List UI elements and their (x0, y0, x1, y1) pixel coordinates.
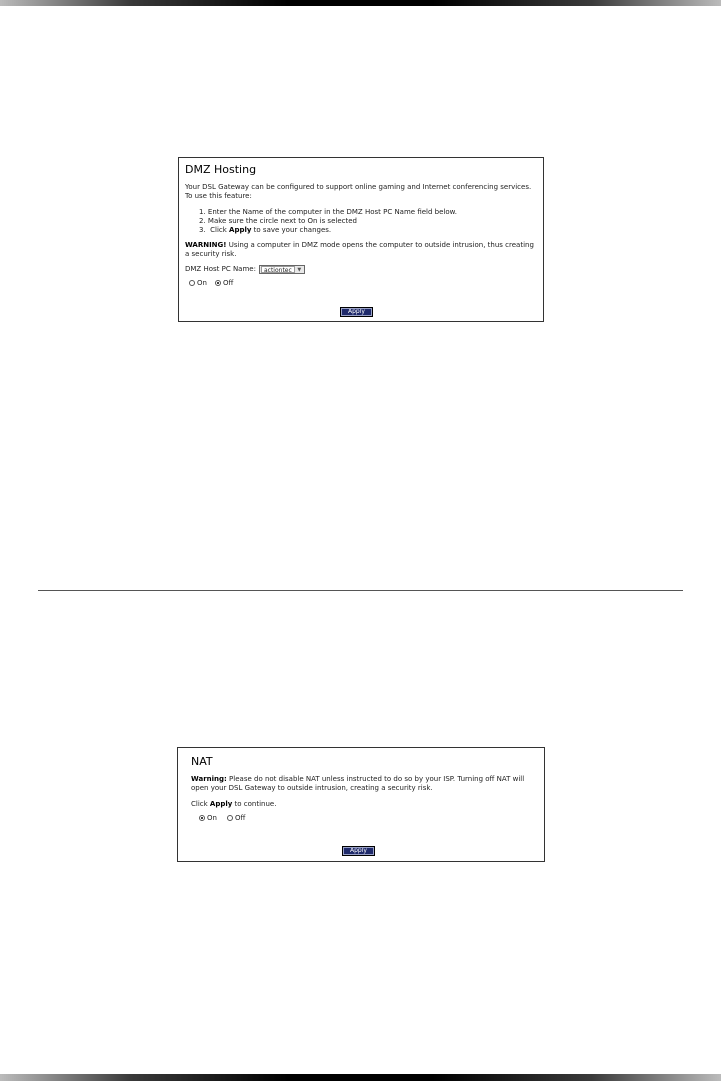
dmz-step-3: 3. Click Apply to save your changes. (199, 226, 332, 234)
nat-apply-button[interactable]: Apply (342, 846, 375, 856)
dmz-radio-on[interactable] (189, 279, 207, 287)
radio-off-icon (227, 815, 233, 821)
nat-radio-on[interactable] (199, 814, 217, 822)
dmz-warning-label: WARNING! (185, 241, 227, 249)
section-divider (38, 590, 683, 591)
bottom-decorative-bar (0, 1074, 721, 1081)
nat-radio-on-label: On (207, 814, 217, 822)
dmz-hosting-panel (178, 157, 544, 322)
nat-radio-off[interactable] (227, 814, 245, 822)
nat-warning (191, 775, 536, 793)
nat-radio-off-label: Off (234, 814, 246, 822)
radio-on-icon (199, 815, 205, 821)
dmz-panel-title: DMZ Hosting (185, 163, 257, 176)
nat-warning-label: Warning: (191, 775, 227, 783)
dmz-host-row (185, 265, 305, 274)
dmz-step-1: 1. Enter the Name of the computer in the DMZ Host PC Name field below. (199, 208, 457, 216)
nat-click-suffix: to continue. (232, 800, 277, 808)
nat-click-bold: Apply (209, 800, 233, 808)
dmz-intro-text: Your DSL Gateway can be configured to support online gaming and Internet conferencing services. To use this feature: (185, 183, 532, 200)
chevron-down-icon: ▼ (297, 266, 302, 273)
dmz-radio-on-label: On (197, 279, 207, 287)
nat-click-prefix: Click (191, 800, 210, 808)
top-decorative-bar (0, 0, 721, 6)
dmz-host-select[interactable] (259, 265, 305, 274)
radio-on-icon (189, 280, 195, 286)
dmz-step-2: 2. Make sure the circle next to On is selected (199, 217, 357, 225)
dmz-radio-off[interactable] (215, 279, 233, 287)
nat-warning-text: Please do not disable NAT unless instructed to do so by your ISP. Turning off NAT will open your DSL Gateway to outside intrusion, creating a security risk. (191, 775, 525, 792)
nat-panel (177, 747, 545, 862)
nat-click-apply-text (191, 800, 276, 809)
dmz-host-label: DMZ Host PC Name: (185, 265, 256, 273)
dmz-warning-text: Using a computer in DMZ mode opens the computer to outside intrusion, thus creating a security risk. (185, 241, 534, 258)
dmz-apply-button[interactable]: Apply (340, 307, 373, 317)
nat-radio-group (199, 814, 245, 822)
dmz-radio-off-label: Off (222, 279, 234, 287)
nat-panel-title: NAT (191, 755, 213, 768)
dmz-host-value: actiontec (261, 266, 295, 273)
dmz-steps-list (199, 208, 457, 235)
dmz-radio-group (189, 279, 233, 287)
radio-off-icon (215, 280, 221, 286)
dmz-warning (185, 241, 537, 259)
